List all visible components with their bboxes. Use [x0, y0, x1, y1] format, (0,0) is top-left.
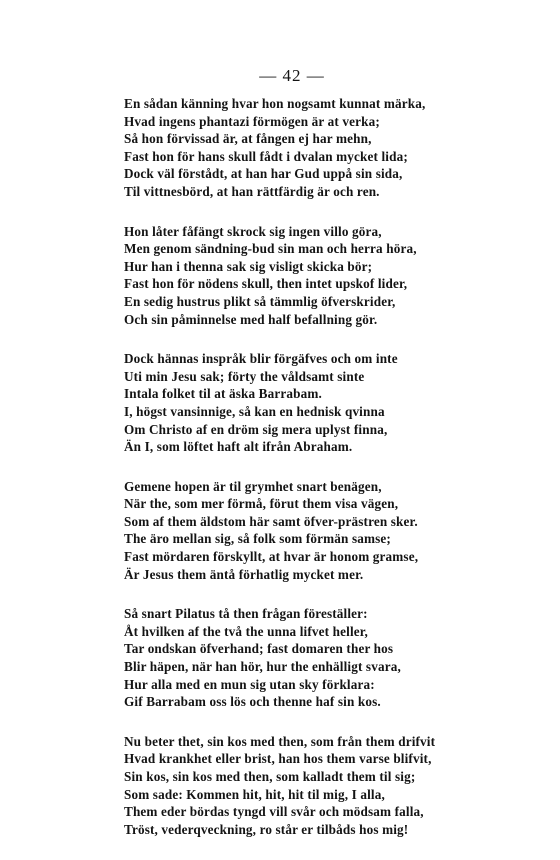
verse-line: En sedig hustrus plikt så tämmlig öfverskrider,: [124, 293, 396, 309]
stanza-1: [124, 95, 484, 201]
verse-line: Gif Barrabam oss lös och thenne haf sin kos.: [124, 694, 381, 710]
verse-line: Til vittnesbörd, at han rättfärdig är och ren.: [124, 183, 380, 199]
verse-line: En sådan känning hvar hon nogsamt kunnat märka,: [124, 96, 426, 111]
verse-line: Dock väl förstådt, at han har Gud uppå sin sida,: [124, 166, 403, 182]
stanza-2: [124, 223, 484, 329]
verse-line: Sin kos, sin kos med then, som kalladt them til sig;: [124, 769, 416, 784]
verse-line: Fast mördaren förskyllt, at hvar är honom gramse,: [124, 549, 419, 565]
verse-line: Nu beter thet, sin kos med then, som från them drifvit: [124, 733, 436, 749]
verse-line: Tröst, vederqveckning, ro står er tilbåds hos mig!: [124, 821, 409, 837]
verse-line: Hur han i thenna sak sig visligt skicka bör;: [124, 258, 373, 274]
verse-line: Hvad krankhet eller brist, han hos them varse blifvit,: [124, 751, 432, 767]
verse-line: Them eder bördas tyngd vill svår och mödsam falla,: [124, 804, 424, 820]
verse-line: Blir häpen, när han hör, hur the enhälligt svara,: [124, 659, 401, 675]
verse-line: Om Christo af en dröm sig mera uplyst finna,: [124, 421, 388, 437]
stanza-6: [124, 733, 484, 839]
verse-line: I, högst vansinnige, så kan en hednisk qvinna: [124, 403, 385, 419]
stanza-4: [124, 478, 484, 584]
verse-line: Som sade: Kommen hit, hit, hit til mig, I alla,: [124, 786, 385, 802]
verse-line: Men genom sändning-bud sin man och herra höra,: [124, 241, 417, 257]
verse-line: Så hon förvissad är, at fången ej har mehn,: [124, 131, 372, 147]
verse-line: Tar ondskan öfverhand; fast domaren ther hos: [124, 641, 394, 657]
verse-line: Uti min Jesu sak; förty the våldsamt sinte: [124, 368, 365, 384]
verse-line: Än I, som löftet haft alt ifrån Abraham.: [124, 439, 353, 455]
verse-line: Så snart Pilatus tå then frågan föreställer:: [124, 606, 368, 622]
verse-line: Hur alla med en mun sig utan sky förklara:: [124, 676, 375, 692]
verse-line: Fast hon för hans skull fådt i dvalan mycket lida;: [124, 148, 408, 164]
verse-line: Gemene hopen är til grymhet snart benägen,: [124, 478, 382, 494]
stanza-5: [124, 605, 484, 711]
verse-line: Dock hännas inspråk blir förgäfves och om inte: [124, 351, 398, 367]
poem-text: [124, 95, 484, 860]
stanza-3: [124, 350, 484, 456]
verse-line: Och sin påminnelse med half befallning gör.: [124, 311, 378, 327]
verse-line: Som af them äldstom här samt öfver-prästren sker.: [124, 513, 418, 529]
verse-line: The äro mellan sig, så folk som förmän samse;: [124, 531, 391, 547]
verse-line: Är Jesus them äntå förhatlig mycket mer.: [124, 566, 364, 582]
page-number: — 42 —: [259, 66, 325, 85]
verse-line: Hvad ingens phantazi förmögen är at verka;: [124, 113, 380, 129]
verse-line: Intala folket til at äska Barrabam.: [124, 386, 322, 402]
verse-line: När the, som mer förmå, förut them visa vägen,: [124, 496, 399, 512]
verse-line: Åt hvilken af the två the unna lifvet heller,: [124, 623, 369, 639]
verse-line: Fast hon för nödens skull, then intet upskof lider,: [124, 276, 408, 292]
verse-line: Hon låter fåfängt skrock sig ingen villo göra,: [124, 223, 382, 239]
